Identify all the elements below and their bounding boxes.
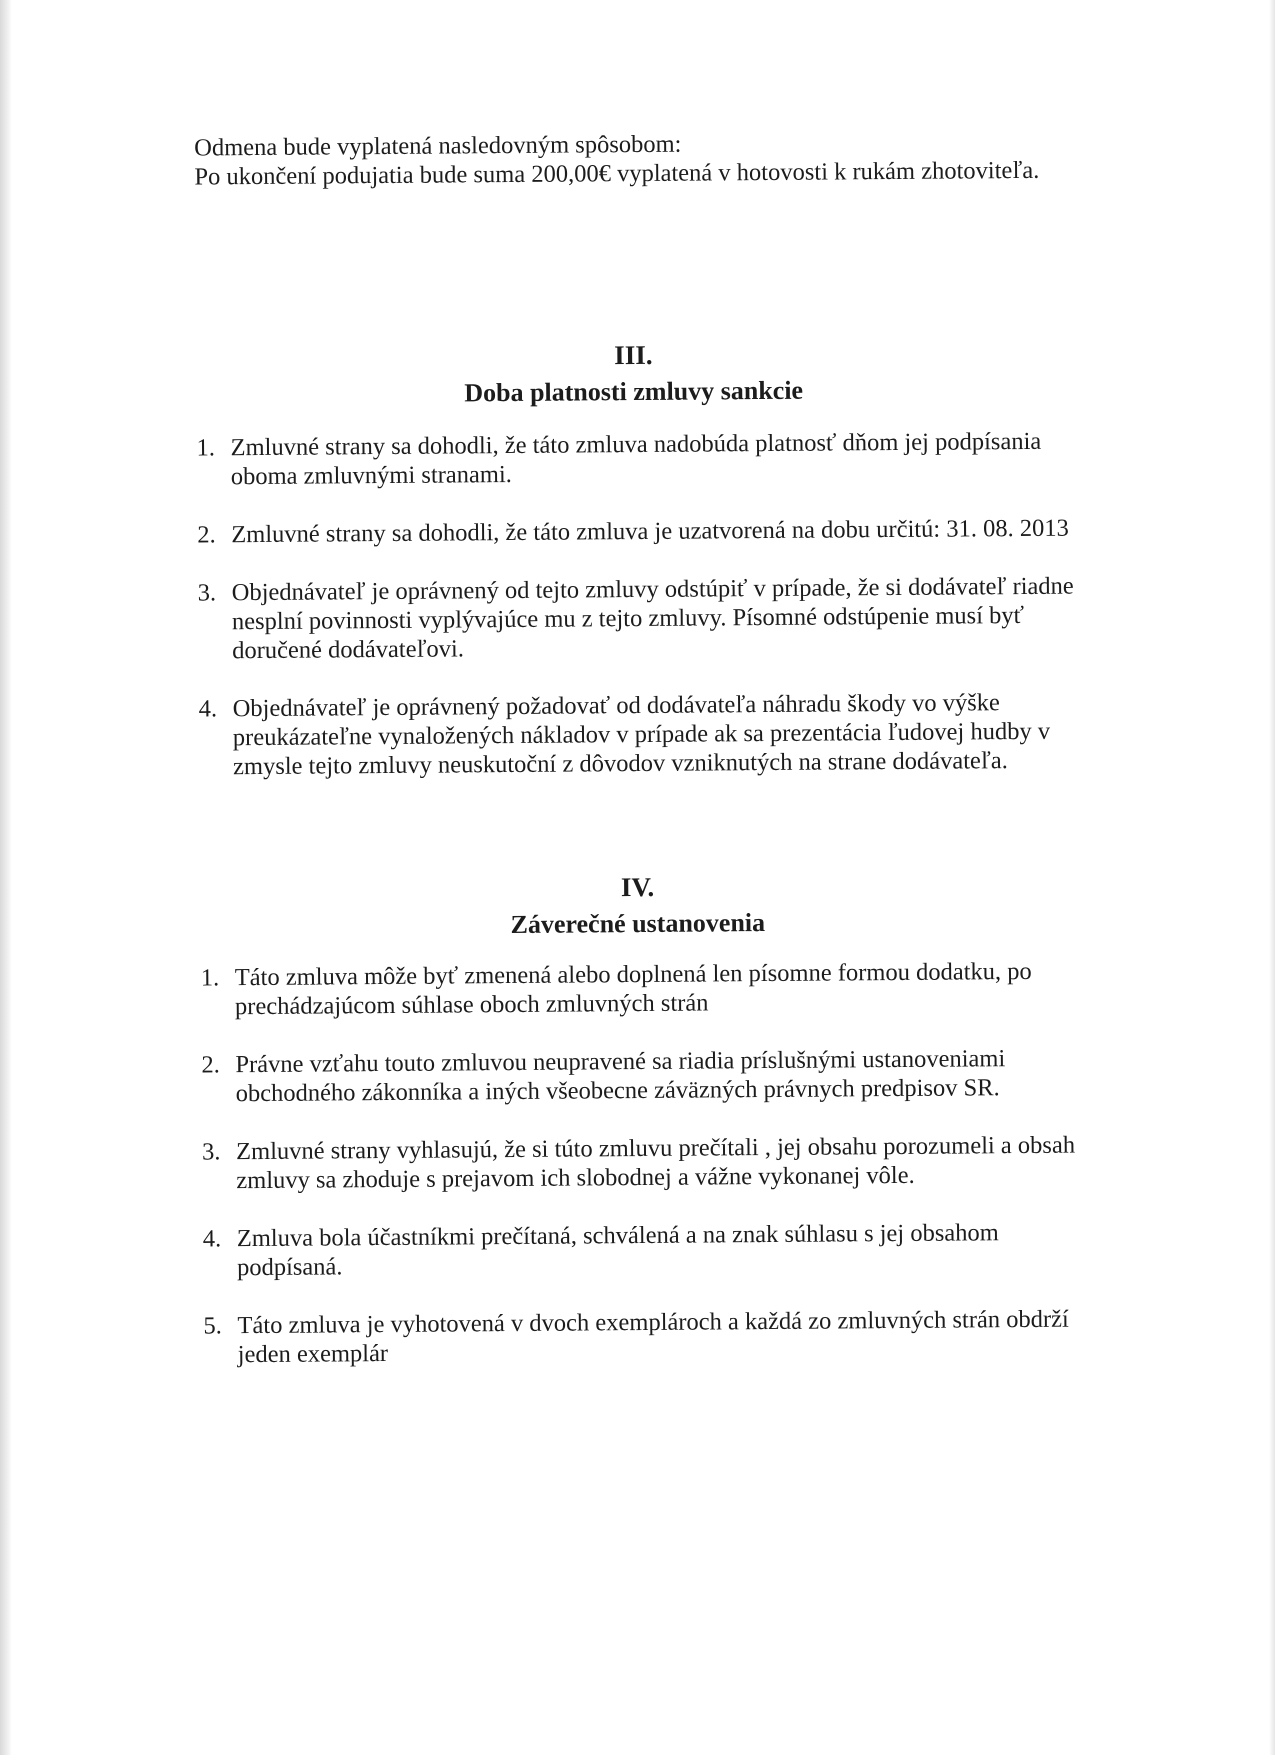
clause-item: [198, 571, 1099, 665]
clause-text: Zmluvné strany sa dohodli, že táto zmluva nadobúda platnosť dňom jej podpísania oboma zmluvnými stranami.: [230, 427, 1042, 491]
clause-number: 4.: [202, 1225, 222, 1253]
clause-item: [199, 687, 1100, 781]
clause-text: Právne vzťahu touto zmluvou neupravené sa riadia príslušnými ustanoveniami obchodného zákonníka a iných všeobecne záväzných právnych predpisov SR.: [235, 1045, 1006, 1108]
payment-terms: [194, 126, 1094, 191]
section-heading-iii: [0, 335, 1271, 412]
clause-number: 2.: [197, 521, 216, 549]
clause-text: Zmluva bola účastníkmi prečítaná, schválená a na znak súhlasu s jej obsahom podpísaná.: [236, 1219, 999, 1282]
clause-text: Zmluvné strany sa dohodli, že táto zmluva je uzatvorená na dobu určitú: 31. 08. 2013: [231, 514, 1069, 549]
clause-text: Objednávateľ je oprávnený od tejto zmluvy odstúpiť v prípade, že si dodávateľ riadne nesplní povinnosti vyplývajúce mu z tejto zmluvy. Písomné odstúpenie musí byť doručené dodávateľovi.: [231, 572, 1074, 665]
clause-item: [203, 1217, 1103, 1282]
clause-number: 5.: [203, 1312, 222, 1340]
clause-number: 3.: [202, 1138, 221, 1166]
clause-text: Táto zmluva môže byť zmenená alebo doplnená len písomne formou dodatku, po prechádzajúcom súhlase oboch zmluvných strán: [234, 957, 1032, 1021]
section-heading-iv: [0, 867, 1275, 944]
section-title: Doba platnosti zmluvy sankcie: [464, 375, 804, 408]
payment-line-1: Odmena bude vyplatená nasledovným spôsobom:: [194, 130, 682, 162]
clause-number: 2.: [201, 1051, 220, 1079]
section-number: IV.: [620, 871, 655, 903]
clause-item: [201, 956, 1101, 1021]
clause-text: Táto zmluva je vyhotovená v dvoch exemplároch a každá zo zmluvných strán obdrží jeden exemplár: [237, 1305, 1069, 1369]
clause-item: [203, 1304, 1103, 1369]
clause-number: 1.: [200, 964, 220, 992]
clause-text: Zmluvné strany vyhlasujú, že si túto zmluvu prečítali , jej obsahu porozumeli a obsah zmluvy sa zhoduje s prejavom ich slobodnej a vážne vykonanej vôle.: [236, 1131, 1076, 1195]
clause-item: [201, 1043, 1101, 1108]
clause-item: [202, 1130, 1102, 1195]
clause-list-iii: [196, 426, 1099, 781]
clause-number: 4.: [198, 695, 218, 723]
section-title: Záverečné ustanovenia: [510, 908, 766, 940]
clause-number: 3.: [197, 579, 217, 607]
section-number: III.: [614, 339, 653, 371]
clause-item: [196, 426, 1096, 491]
clause-number: 1.: [196, 434, 216, 462]
payment-line-2: Po ukončení podujatia bude suma 200,00€ vyplatená v hotovosti k rukám zhotoviteľa.: [194, 156, 1040, 191]
clause-list-iv: [201, 956, 1104, 1369]
clause-text: Objednávateľ je oprávnený požadovať od dodávateľa náhradu škody vo výške preukázateľne vynaložených nákladov v prípade ak sa prezentácia ľudovej hudby v zmysle tejto zmluvy neuskutoční z dôvodov vzniknutých na strane dodávateľa.: [232, 689, 1051, 781]
